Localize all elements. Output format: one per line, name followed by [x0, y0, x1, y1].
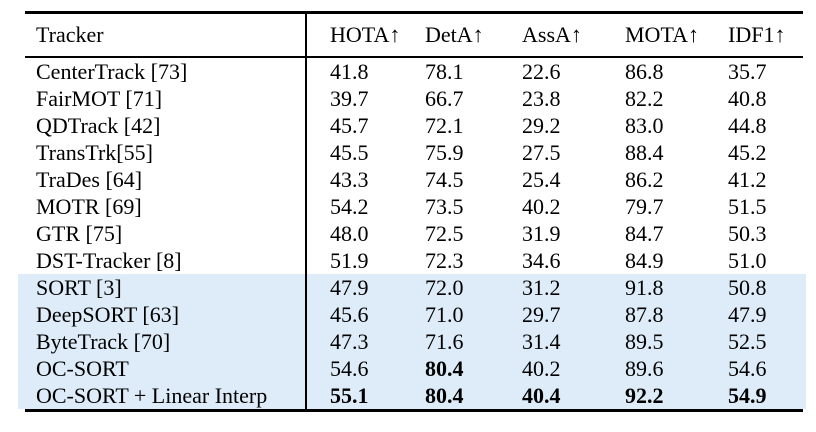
- metric-value: 84.9: [625, 248, 664, 273]
- metric-value: 86.8: [625, 59, 664, 84]
- metric-value: 45.5: [330, 140, 369, 165]
- metric-value: 66.7: [425, 86, 464, 111]
- metric-value: 52.5: [728, 329, 767, 354]
- metric-value: 40.2: [522, 356, 561, 381]
- metric-value: 84.7: [625, 221, 664, 246]
- metric-value: 48.0: [330, 221, 369, 246]
- table-row: [18, 382, 806, 409]
- metric-value: 72.3: [425, 248, 464, 273]
- column-header-tracker: Tracker: [36, 22, 104, 47]
- metric-value: 47.9: [330, 275, 369, 300]
- table-row: [18, 193, 806, 220]
- metric-value: 78.1: [425, 59, 464, 84]
- table-row: [18, 328, 806, 355]
- metric-value: 29.2: [522, 113, 561, 138]
- table-bottom-rule: [25, 409, 803, 412]
- metric-value: 72.1: [425, 113, 464, 138]
- metric-value: 50.3: [728, 221, 767, 246]
- metric-value: 40.2: [522, 194, 561, 219]
- table-row: [18, 85, 806, 112]
- table-row: [18, 247, 806, 274]
- metric-value: 40.8: [728, 86, 767, 111]
- metric-value: 25.4: [522, 167, 561, 192]
- metric-value: 73.5: [425, 194, 464, 219]
- column-header-hota: HOTA↑: [330, 22, 400, 47]
- tracker-name: TraDes [64]: [36, 167, 143, 192]
- tracker-name: DeepSORT [63]: [36, 302, 180, 327]
- metric-value: 55.1: [330, 383, 369, 408]
- metric-value: 44.8: [728, 113, 767, 138]
- table-header-row: [18, 14, 806, 56]
- metric-value: 50.8: [728, 275, 767, 300]
- column-header-idf1: IDF1↑: [728, 22, 786, 47]
- metric-value: 29.7: [522, 302, 561, 327]
- metric-value: 75.9: [425, 140, 464, 165]
- metric-value: 51.5: [728, 194, 767, 219]
- metric-value: 71.0: [425, 302, 464, 327]
- metric-value: 45.2: [728, 140, 767, 165]
- metric-value: 31.2: [522, 275, 561, 300]
- metric-value: 83.0: [625, 113, 664, 138]
- table-row: [18, 112, 806, 139]
- table-row: [18, 139, 806, 166]
- column-header-deta: DetA↑: [425, 22, 484, 47]
- tracker-name: QDTrack [42]: [36, 113, 161, 138]
- metric-value: 79.7: [625, 194, 664, 219]
- table-row: [18, 58, 806, 85]
- table-row: [18, 355, 806, 382]
- metric-value: 54.9: [728, 383, 767, 408]
- metric-value: 91.8: [625, 275, 664, 300]
- column-separator-line: [305, 14, 307, 409]
- metric-value: 87.8: [625, 302, 664, 327]
- tracker-name: OC-SORT: [36, 356, 129, 381]
- metric-value: 86.2: [625, 167, 664, 192]
- tracker-name: GTR [75]: [36, 221, 123, 246]
- metric-value: 41.8: [330, 59, 369, 84]
- metric-value: 72.5: [425, 221, 464, 246]
- metric-value: 31.4: [522, 329, 561, 354]
- metric-value: 35.7: [728, 59, 767, 84]
- metric-value: 40.4: [522, 383, 561, 408]
- table-row: [18, 166, 806, 193]
- metric-value: 89.5: [625, 329, 664, 354]
- table-body: [18, 58, 806, 409]
- metric-value: 88.4: [625, 140, 664, 165]
- tracker-name: FairMOT [71]: [36, 86, 163, 111]
- metric-value: 54.2: [330, 194, 369, 219]
- column-header-assa: AssA↑: [522, 22, 582, 47]
- metric-value: 51.0: [728, 248, 767, 273]
- metric-value: 22.6: [522, 59, 561, 84]
- metric-value: 45.6: [330, 302, 369, 327]
- metric-value: 80.4: [425, 356, 464, 381]
- tracker-name: OC-SORT + Linear Interp: [36, 383, 268, 408]
- tracker-name: ByteTrack [70]: [36, 329, 171, 354]
- metric-value: 82.2: [625, 86, 664, 111]
- tracker-name: CenterTrack [73]: [36, 59, 188, 84]
- metric-value: 31.9: [522, 221, 561, 246]
- metric-value: 71.6: [425, 329, 464, 354]
- metric-value: 43.3: [330, 167, 369, 192]
- metric-value: 74.5: [425, 167, 464, 192]
- metric-value: 72.0: [425, 275, 464, 300]
- metric-value: 39.7: [330, 86, 369, 111]
- column-header-mota: MOTA↑: [625, 22, 700, 47]
- metric-value: 47.3: [330, 329, 369, 354]
- tracker-name: SORT [3]: [36, 275, 122, 300]
- metric-value: 23.8: [522, 86, 561, 111]
- table-row: [18, 301, 806, 328]
- metric-value: 27.5: [522, 140, 561, 165]
- tracker-name: TransTrk[55]: [36, 140, 153, 165]
- metric-value: 34.6: [522, 248, 561, 273]
- metric-value: 54.6: [330, 356, 369, 381]
- table-row: [18, 274, 806, 301]
- metric-value: 54.6: [728, 356, 767, 381]
- metric-value: 51.9: [330, 248, 369, 273]
- table-row: [18, 220, 806, 247]
- metric-value: 92.2: [625, 383, 664, 408]
- metric-value: 41.2: [728, 167, 767, 192]
- tracker-name: MOTR [69]: [36, 194, 142, 219]
- tracker-results-table: [18, 11, 806, 412]
- metric-value: 89.6: [625, 356, 664, 381]
- metric-value: 80.4: [425, 383, 464, 408]
- metric-value: 47.9: [728, 302, 767, 327]
- metric-value: 45.7: [330, 113, 369, 138]
- tracker-name: DST-Tracker [8]: [36, 248, 182, 273]
